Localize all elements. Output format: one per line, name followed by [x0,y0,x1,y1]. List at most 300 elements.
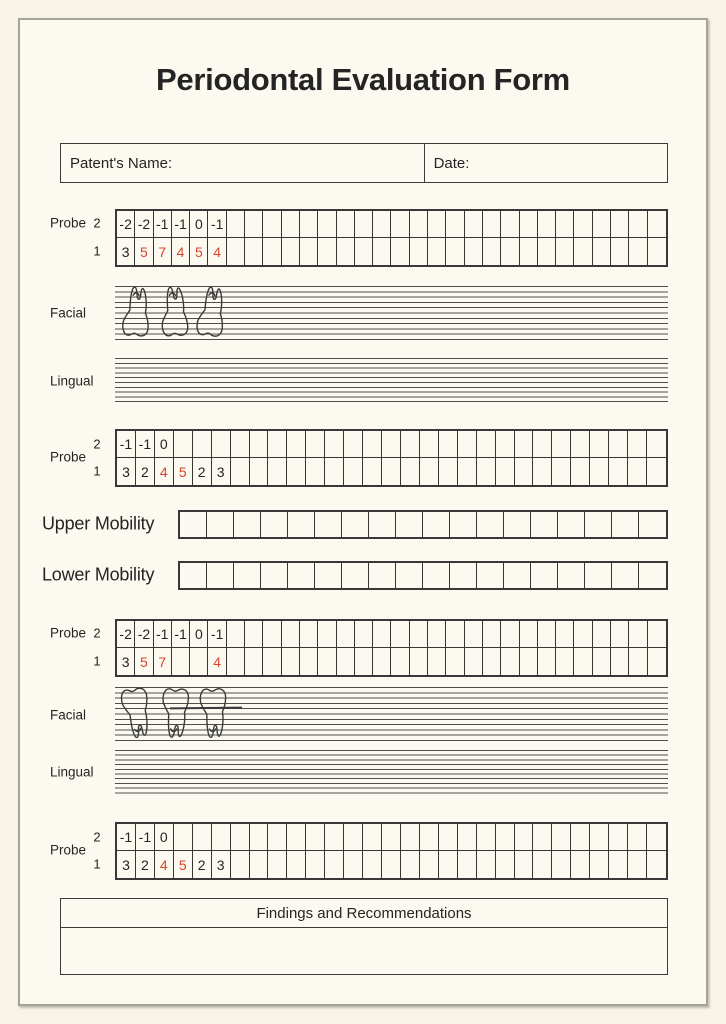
probe-cell[interactable] [458,824,477,851]
probe-cell[interactable] [590,458,609,485]
probe-cell[interactable] [318,621,336,648]
probe-cell[interactable] [574,621,592,648]
probe-cell[interactable] [282,621,300,648]
probe-row2-label: 2 [93,625,101,641]
probe-cell[interactable] [611,238,629,265]
probe-cell[interactable] [420,431,439,458]
probe-cell[interactable]: -1 [136,824,155,851]
probe-cell[interactable] [268,851,287,878]
probe-cell[interactable] [496,431,515,458]
probe-cell[interactable] [446,621,464,648]
patient-name-cell [61,144,425,182]
probe-cell[interactable] [300,211,318,238]
mobility-cell[interactable] [396,563,423,588]
probe-cell[interactable]: 4 [155,851,174,878]
probe-cell[interactable] [647,824,666,851]
probe-label: Probe [50,215,87,231]
mobility-cell[interactable] [423,563,450,588]
probe-cell[interactable] [325,431,344,458]
probe-cell[interactable] [533,431,552,458]
probe-cell[interactable] [401,458,420,485]
mobility-cell[interactable] [396,512,423,537]
mobility-cell[interactable] [531,563,558,588]
probe-cell[interactable] [363,431,382,458]
probe-cell[interactable] [391,621,409,648]
probe-cell[interactable] [552,851,571,878]
probe-cell[interactable] [520,238,538,265]
probe-cell[interactable] [355,648,373,675]
probe-cell[interactable] [373,621,391,648]
probe-cell[interactable] [245,211,263,238]
probe-cell[interactable] [263,211,281,238]
mobility-cell[interactable] [612,512,639,537]
probe-label: Probe [50,449,87,465]
probe-cell[interactable] [250,824,269,851]
probe-cell[interactable]: 5 [135,648,153,675]
mobility-cell[interactable] [288,512,315,537]
probe-cell[interactable] [287,458,306,485]
mobility-cell[interactable] [180,512,207,537]
probe-cell[interactable] [363,851,382,878]
probe-cell[interactable] [556,648,574,675]
probe-cell[interactable]: 0 [155,824,174,851]
probe-cell[interactable] [571,458,590,485]
page-title: Periodontal Evaluation Form [156,62,570,97]
probe-cell[interactable] [496,458,515,485]
probe-cell[interactable] [556,211,574,238]
upper-mobility-label: Upper Mobility [42,513,155,534]
probe-cell[interactable] [172,648,190,675]
findings-content[interactable] [61,928,667,974]
probe-cell[interactable] [574,211,592,238]
tooth-sketch-roots-down [117,684,235,742]
probe-grid-lower-lingual [115,822,668,880]
findings-header: Findings and Recommendations [61,899,667,928]
probe-cell[interactable] [401,851,420,878]
probe-cell[interactable] [428,648,446,675]
probe-cell[interactable] [268,824,287,851]
probe-cell[interactable] [465,238,483,265]
probe-row1-label: 1 [93,856,101,872]
probe-cell[interactable] [520,211,538,238]
probe-cell[interactable] [282,648,300,675]
probe-cell[interactable] [465,648,483,675]
probe-cell[interactable] [629,621,647,648]
date-label: Date: [433,154,470,172]
mobility-cell[interactable] [288,563,315,588]
probe-cell[interactable] [439,824,458,851]
probe-cell[interactable] [501,621,519,648]
probe-cell[interactable]: 0 [190,621,208,648]
probe-cell[interactable] [355,211,373,238]
mobility-cell[interactable] [639,512,666,537]
probe-cell[interactable] [647,431,666,458]
probe-cell[interactable] [611,211,629,238]
probe-cell[interactable] [420,851,439,878]
probe-cell[interactable] [287,851,306,878]
probe-cell[interactable] [628,458,647,485]
probe-cell[interactable]: 3 [117,851,136,878]
probe-cell[interactable] [477,431,496,458]
probe-cell[interactable] [373,648,391,675]
mobility-cell[interactable] [261,563,288,588]
probe-cell[interactable]: -2 [117,211,135,238]
probe-cell[interactable] [477,458,496,485]
probe-cell[interactable] [174,824,193,851]
probe-cell[interactable] [306,851,325,878]
probe-cell[interactable] [355,621,373,648]
probe-cell[interactable]: 3 [117,458,136,485]
mobility-cell[interactable] [531,512,558,537]
mobility-cell[interactable] [369,563,396,588]
probe-cell[interactable] [287,431,306,458]
mobility-cell[interactable] [180,563,207,588]
probe-cell[interactable] [538,211,556,238]
probe-cell[interactable] [382,458,401,485]
probe-cell[interactable] [344,824,363,851]
probe-cell[interactable] [306,431,325,458]
probe-cell[interactable] [647,458,666,485]
probe-cell[interactable] [325,824,344,851]
probe-cell[interactable] [318,648,336,675]
probe-cell[interactable] [593,648,611,675]
probe-cell[interactable] [250,431,269,458]
probe-cell[interactable] [648,621,666,648]
mobility-cell[interactable] [612,563,639,588]
probe-cell[interactable] [458,458,477,485]
probe-row2-label: 2 [93,436,101,452]
probe-cell[interactable] [556,238,574,265]
probe-cell[interactable] [501,211,519,238]
probe-cell[interactable] [593,621,611,648]
probe-cell[interactable] [282,211,300,238]
probe-label: Probe [50,625,87,641]
probe-cell[interactable] [300,238,318,265]
mobility-cell[interactable] [315,563,342,588]
probe-cell[interactable] [483,621,501,648]
probe-cell[interactable] [231,431,250,458]
probe-cell[interactable] [373,211,391,238]
patient-name-value[interactable] [172,144,424,182]
probe-cell[interactable] [410,211,428,238]
probe-cell[interactable]: -1 [208,211,226,238]
probe-cell[interactable]: 4 [208,648,226,675]
probe-cell[interactable] [458,431,477,458]
probe-cell[interactable] [629,211,647,238]
probe-cell[interactable] [571,431,590,458]
patient-name-label: Patent's Name: [70,154,173,172]
probe-cell[interactable] [520,621,538,648]
probe-cell[interactable] [465,211,483,238]
probe-cell[interactable]: -1 [172,211,190,238]
probe-cell[interactable] [337,621,355,648]
probe-cell[interactable]: 7 [154,648,172,675]
probe-cell[interactable] [483,211,501,238]
probe-cell[interactable]: -1 [136,431,155,458]
probe-cell[interactable] [325,851,344,878]
lingual-ruled-area[interactable] [115,750,668,797]
probe-cell[interactable] [190,648,208,675]
mobility-cell[interactable] [261,512,288,537]
probe-cell[interactable] [609,431,628,458]
probe-cell[interactable] [363,458,382,485]
probe-cell[interactable] [648,211,666,238]
probe-cell[interactable] [538,648,556,675]
probe-cell[interactable] [428,238,446,265]
probe-cell[interactable] [501,648,519,675]
probe-cell[interactable] [373,238,391,265]
probe-cell[interactable] [250,851,269,878]
probe-cell[interactable] [483,648,501,675]
probe-cell[interactable] [428,211,446,238]
probe-cell[interactable]: -1 [154,211,172,238]
probe-row1-label: 1 [93,463,101,479]
probe-cell[interactable] [212,431,231,458]
probe-cell[interactable] [647,851,666,878]
probe-cell[interactable] [439,431,458,458]
probe-cell[interactable] [590,431,609,458]
probe-cell[interactable] [574,238,592,265]
probe-cell[interactable]: -1 [117,824,136,851]
probe-cell[interactable]: 4 [155,458,174,485]
probe-cell[interactable] [477,824,496,851]
probe-cell[interactable] [552,824,571,851]
probe-cell[interactable]: 5 [135,238,153,265]
mobility-cell[interactable] [558,563,585,588]
probe-cell[interactable] [628,824,647,851]
probe-cell[interactable]: 3 [212,851,231,878]
upper-mobility-grid [178,510,668,539]
probe-cell[interactable]: 4 [172,238,190,265]
probe-cell[interactable] [458,851,477,878]
patient-info-box [60,143,668,183]
probe-cell[interactable] [648,648,666,675]
probe-cell[interactable] [590,824,609,851]
probe-cell[interactable] [355,238,373,265]
probe-cell[interactable] [609,824,628,851]
mobility-cell[interactable] [423,512,450,537]
probe-cell[interactable] [306,824,325,851]
probe-cell[interactable] [401,824,420,851]
probe-cell[interactable] [439,851,458,878]
probe-cell[interactable] [391,648,409,675]
probe-cell[interactable]: -1 [117,431,136,458]
probe-cell[interactable] [401,431,420,458]
probe-cell[interactable] [593,211,611,238]
probe-cell[interactable] [245,621,263,648]
mobility-cell[interactable] [369,512,396,537]
probe-cell[interactable] [501,238,519,265]
probe-cell[interactable] [648,238,666,265]
probe-cell[interactable] [382,431,401,458]
probe-cell[interactable]: 3 [117,238,135,265]
lingual-ruled-area[interactable] [115,358,668,406]
probe-cell[interactable] [250,458,269,485]
probe-cell[interactable] [477,851,496,878]
probe-cell[interactable] [300,621,318,648]
probe-cell[interactable] [571,851,590,878]
probe-cell[interactable] [428,621,446,648]
probe-cell[interactable]: -2 [135,621,153,648]
probe-cell[interactable]: -1 [208,621,226,648]
probe-cell[interactable] [231,458,250,485]
probe-cell[interactable] [496,824,515,851]
probe-cell[interactable] [446,238,464,265]
mobility-cell[interactable] [315,512,342,537]
probe-cell[interactable] [439,458,458,485]
probe-cell[interactable] [391,238,409,265]
probe-cell[interactable] [245,238,263,265]
mobility-cell[interactable] [477,512,504,537]
mobility-cell[interactable] [342,512,369,537]
mobility-cell[interactable] [234,563,261,588]
probe-cell[interactable] [263,238,281,265]
probe-cell[interactable] [515,458,534,485]
probe-cell[interactable] [556,621,574,648]
probe-cell[interactable] [318,211,336,238]
probe-cell[interactable] [212,824,231,851]
probe-grid-upper-facial [115,209,668,267]
probe-cell[interactable] [533,851,552,878]
probe-cell[interactable] [629,238,647,265]
probe-cell[interactable] [420,824,439,851]
probe-cell[interactable] [282,238,300,265]
probe-cell[interactable] [245,648,263,675]
probe-cell[interactable] [420,458,439,485]
probe-cell[interactable] [593,238,611,265]
probe-cell[interactable]: 7 [154,238,172,265]
probe-cell[interactable]: 2 [193,458,212,485]
probe-cell[interactable] [538,621,556,648]
probe-cell[interactable] [227,211,245,238]
probe-cell[interactable]: -1 [172,621,190,648]
probe-cell[interactable] [337,238,355,265]
probe-cell[interactable] [515,431,534,458]
probe-cell[interactable] [483,238,501,265]
probe-cell[interactable] [609,458,628,485]
mobility-cell[interactable] [234,512,261,537]
tooth-sketch-roots-up [117,283,235,341]
probe-cell[interactable] [227,238,245,265]
mobility-cell[interactable] [504,563,531,588]
probe-cell[interactable] [193,824,212,851]
probe-cell[interactable] [515,851,534,878]
mobility-cell[interactable] [558,512,585,537]
probe-cell[interactable]: -2 [117,621,135,648]
probe-cell[interactable] [363,824,382,851]
probe-cell[interactable] [227,621,245,648]
probe-cell[interactable] [538,238,556,265]
lower-mobility-grid [178,561,668,590]
date-cell [425,144,667,182]
probe-cell[interactable]: 5 [190,238,208,265]
probe-cell[interactable]: -1 [154,621,172,648]
probe-cell[interactable] [344,431,363,458]
probe-cell[interactable]: 2 [136,851,155,878]
probe-cell[interactable] [318,238,336,265]
probe-cell[interactable] [533,458,552,485]
probe-cell[interactable]: 0 [190,211,208,238]
probe-cell[interactable] [300,648,318,675]
probe-cell[interactable] [552,431,571,458]
probe-cell[interactable] [571,824,590,851]
probe-cell[interactable] [268,458,287,485]
probe-cell[interactable] [263,621,281,648]
probe-cell[interactable] [325,458,344,485]
probe-cell[interactable] [533,824,552,851]
probe-cell[interactable] [391,211,409,238]
mobility-cell[interactable] [639,563,666,588]
probe-cell[interactable]: 2 [136,458,155,485]
mobility-cell[interactable] [450,512,477,537]
probe-cell[interactable] [382,851,401,878]
probe-cell[interactable] [231,824,250,851]
probe-cell[interactable]: 4 [208,238,226,265]
probe-label: Probe [50,842,87,858]
probe-cell[interactable] [629,648,647,675]
probe-cell[interactable]: 0 [155,431,174,458]
mobility-cell[interactable] [504,512,531,537]
probe-cell[interactable] [306,458,325,485]
probe-cell[interactable] [446,648,464,675]
probe-cell[interactable] [227,648,245,675]
probe-cell[interactable]: -2 [135,211,153,238]
probe-cell[interactable] [590,851,609,878]
probe-cell[interactable] [515,824,534,851]
mobility-cell[interactable] [207,512,234,537]
probe-cell[interactable] [337,211,355,238]
probe-cell[interactable] [628,431,647,458]
mobility-cell[interactable] [342,563,369,588]
probe-cell[interactable] [382,824,401,851]
probe-cell[interactable] [263,648,281,675]
probe-cell[interactable] [520,648,538,675]
probe-cell[interactable] [410,648,428,675]
probe-cell[interactable]: 3 [117,648,135,675]
probe-cell[interactable] [174,431,193,458]
probe-cell[interactable] [193,431,212,458]
probe-cell[interactable]: 5 [174,851,193,878]
probe-cell[interactable] [268,431,287,458]
probe-cell[interactable] [552,458,571,485]
probe-cell[interactable] [410,621,428,648]
mobility-cell[interactable] [477,563,504,588]
probe-cell[interactable] [344,458,363,485]
mobility-cell[interactable] [450,563,477,588]
probe-cell[interactable] [628,851,647,878]
probe-cell[interactable] [287,824,306,851]
probe-cell[interactable]: 2 [193,851,212,878]
probe-cell[interactable] [609,851,628,878]
probe-cell[interactable] [344,851,363,878]
lingual-label: Lingual [50,764,94,780]
mobility-cell[interactable] [585,512,612,537]
mobility-cell[interactable] [585,563,612,588]
probe-cell[interactable] [446,211,464,238]
date-value[interactable] [469,144,667,182]
mobility-cell[interactable] [207,563,234,588]
probe-cell[interactable]: 5 [174,458,193,485]
probe-cell[interactable] [231,851,250,878]
probe-cell[interactable] [574,648,592,675]
probe-cell[interactable] [496,851,515,878]
probe-cell[interactable] [410,238,428,265]
probe-cell[interactable] [465,621,483,648]
probe-cell[interactable]: 3 [212,458,231,485]
probe-cell[interactable] [611,621,629,648]
probe-cell[interactable] [611,648,629,675]
probe-cell[interactable] [337,648,355,675]
